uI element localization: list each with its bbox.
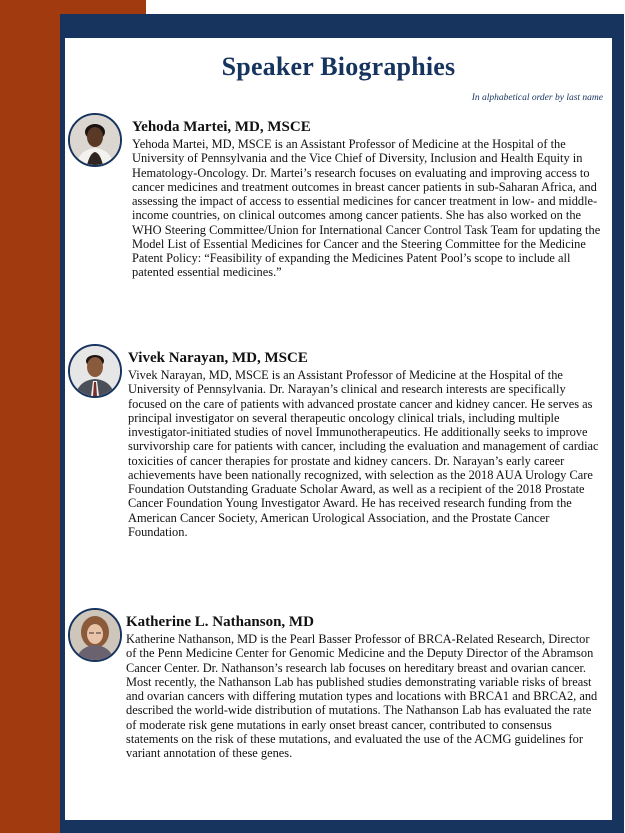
- speaker-name: Vivek Narayan, MD, MSCE: [128, 350, 308, 366]
- speaker-name: Katherine L. Nathanson, MD: [126, 614, 314, 630]
- biography-panel: [65, 38, 612, 820]
- top-margin: [146, 0, 625, 14]
- speaker-name: Yehoda Martei, MD, MSCE: [132, 119, 311, 135]
- portrait-photo-icon: [68, 113, 122, 167]
- portrait-photo-icon: [68, 344, 122, 398]
- portrait-photo-icon: [68, 608, 122, 662]
- page-subtitle: In alphabetical order by last name: [471, 93, 603, 103]
- speaker-bio: Vivek Narayan, MD, MSCE is an Assistant Professor of Medicine at the Hospital of the University of Pennsylvania. Dr. Narayan’s clinical and research interests are specifically focused on the care of patients with advanced prostate cancer and kidney cancer. He serves as principal investigator on several therapeutic oncology clinical trials, including multiple investigator-initiated studies of novel Immunotherapeutics. He additionally seeks to improve survivorship care for patients with cancer, including the evaluation and management of cardiac toxicities of cancer therapies for prostate and kidney cancers. Dr. Narayan’s early career achievements have been nationally recognized, with selection as the 2018 AUA Urology Care Foundation Outstanding Graduate Scholar Award, as well as a recipient of the 2018 Prostate Cancer Foundation Young Investigator Award. He has received research funding from the American Cancer Society, American Urological Association, and the Prostate Cancer Foundation.: [128, 368, 599, 539]
- page-title: Speaker Biographies: [221, 52, 456, 81]
- speaker-bio: Yehoda Martei, MD, MSCE is an Assistant Professor of Medicine at the Hospital of the University of Pennsylvania and the Vice Chief of Diversity, Inclusion and Health Equity in Hematology-Oncology. Dr. Martei’s research focuses on evaluating and improving access to cancer medicines and treatment outcomes in breast cancer patients in sub-Saharan Africa, and assessing the impact of access to essential medicines for cancer treatment in low- and middle-income countries, on clinical outcomes among cancer patients. She has also worked on the WHO Steering Committee/Union for International Cancer Control Task Team for updating the Model List of Essential Medicines for Cancer and the Steering Committee for the Medicine Patent Policy: “Feasibility of expanding the Medicines Patent Pool’s scope to include all patented essential medicines.”: [132, 137, 601, 280]
- speaker-bio: Katherine Nathanson, MD is the Pearl Basser Professor of BRCA-Related Research, Director of the Penn Medicine Center for Genomic Medicine and the Deputy Director of the Abramson Cancer Center. Dr. Nathanson’s research lab focuses on hereditary breast and ovarian cancer. Most recently, the Nathanson Lab has published studies demonstrating variable risks of breast and ovarian cancers with differing mutation types and locations with BRCA1 and BRCA2, and described the world-wide distribution of mutations. The Nathanson Lab has evaluated the rate of moderate risk gene mutations in early onset breast cancer, contributed to consensus statements on the risk of these mutations, and evaluated the use of the ACMG guidelines for variant annotation of these genes.: [126, 632, 598, 760]
